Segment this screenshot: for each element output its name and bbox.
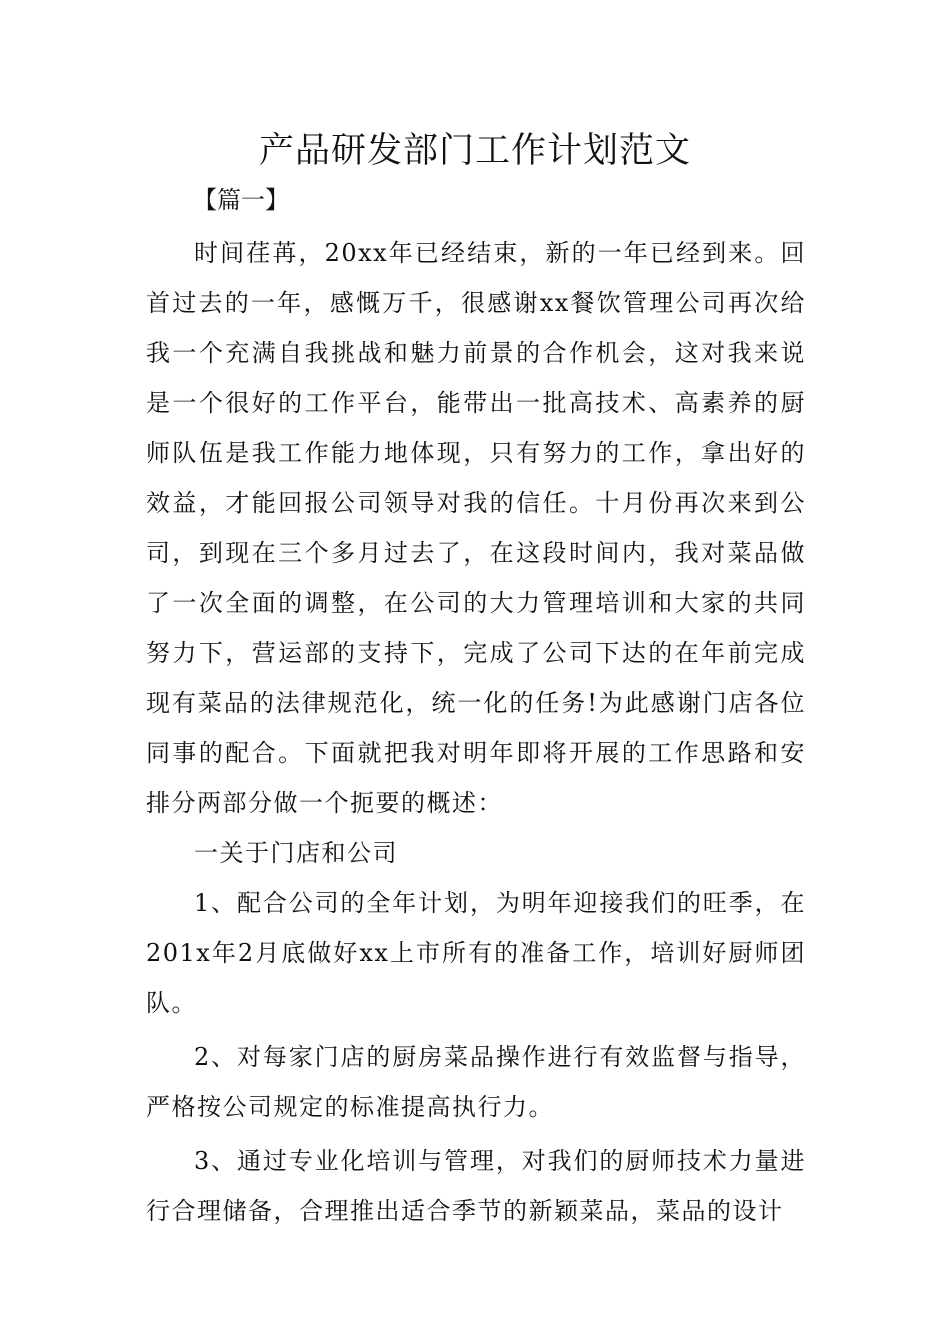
paragraph-item-1: 1、配合公司的全年计划，为明年迎接我们的旺季，在201x年2月底做好xx上市所有的准备工作，培训好厨师团队。 bbox=[146, 889, 806, 1017]
paragraph-heading-store: 一关于门店和公司 bbox=[194, 839, 398, 867]
document-body bbox=[146, 228, 806, 1236]
paragraph-item-2: 2、对每家门店的厨房菜品操作进行有效监督与指导，严格按公司规定的标准提高执行力。 bbox=[146, 1043, 806, 1121]
section-label: 【篇一】 bbox=[193, 186, 289, 214]
paragraph-intro: 时间荏苒，20xx年已经结束，新的一年已经到来。回首过去的一年，感慨万千，很感谢xx餐饮管理公司再次给我一个充满自我挑战和魅力前景的合作机会，这对我来说是一个很好的工作平台，能带出一批高技术、高素养的厨师队伍是我工作能力地体现，只有努力的工作，拿出好的效益，才能回报公司领导对我的信任。十月份再次来到公司，到现在三个多月过去了，在这段时间内，我对菜品做了一次全面的调整，在公司的大力管理培训和大家的共同努力下，营运部的支持下，完成了公司下达的在年前完成现有菜品的法律规范化，统一化的任务!为此感谢门店各位同事的配合。下面就把我对明年即将开展的工作思路和安排分两部分做一个扼要的概述： bbox=[146, 239, 806, 817]
paragraph-item-3: 3、通过专业化培训与管理，对我们的厨师技术力量进行合理储备，合理推出适合季节的新颖菜品，菜品的设计 bbox=[146, 1147, 806, 1225]
document-title: 产品研发部门工作计划范文 bbox=[258, 131, 691, 171]
